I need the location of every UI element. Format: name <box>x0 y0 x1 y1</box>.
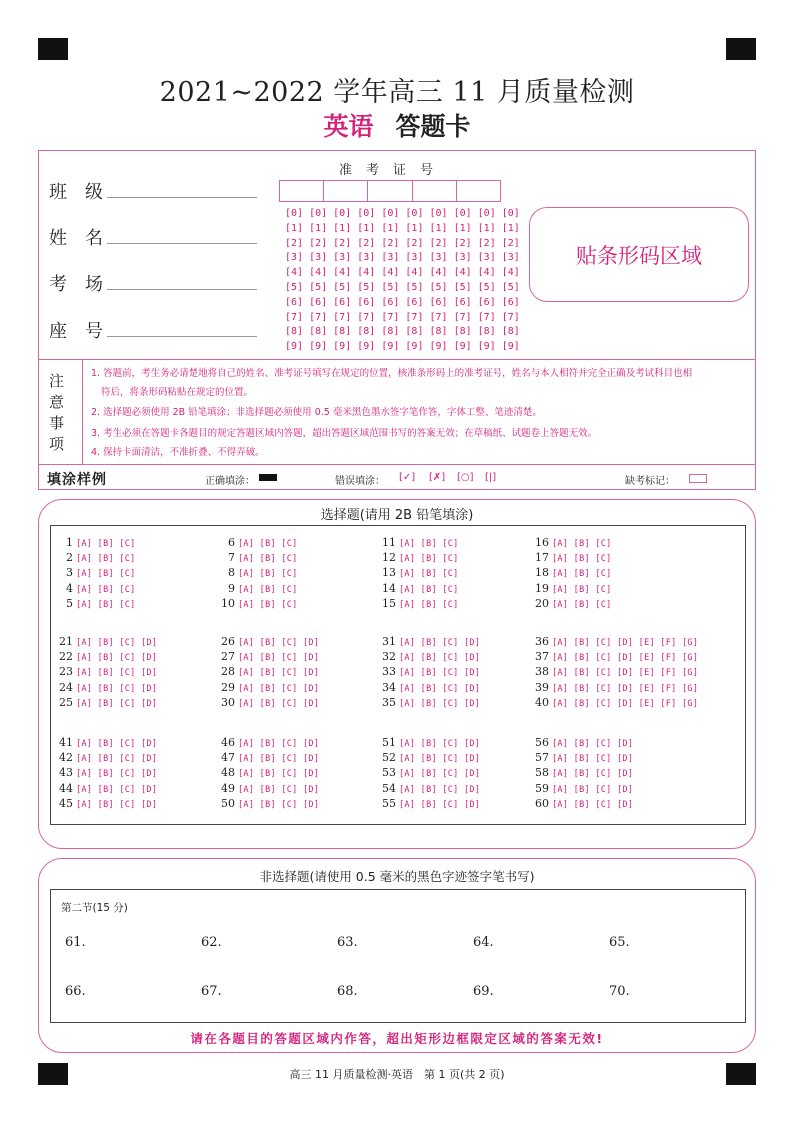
choice-question[interactable] <box>374 550 459 565</box>
question-number: 25 <box>59 695 73 709</box>
field-name-label: 姓名 <box>49 228 121 249</box>
digit-row[interactable]: [0] [0] [0] [0] [0] [0] [0] [0] [0] [0] <box>285 208 520 219</box>
answer-bubbles[interactable]: [A] [B] [C] <box>552 599 612 610</box>
answer-bubbles[interactable]: [A] [B] [C] [D] <box>552 739 634 749</box>
digit-row[interactable]: [3] [3] [3] [3] [3] [3] [3] [3] [3] [3] <box>285 252 520 264</box>
answer-bubbles[interactable]: [A] [B] [C] <box>238 584 298 595</box>
answer-bubbles[interactable]: [A] [B] [C] [D] <box>238 799 320 810</box>
answer-bubbles[interactable]: [A] [B] [C] [D] <box>76 754 158 765</box>
question-number: 21 <box>59 635 73 648</box>
choice-question[interactable] <box>527 649 698 664</box>
question-number: 48 <box>221 766 235 780</box>
choice-question[interactable] <box>51 596 136 611</box>
answer-bubbles[interactable]: [A] [B] [C] <box>76 569 136 580</box>
choice-question[interactable] <box>213 695 319 710</box>
digit-row[interactable]: [9] [9] [9] [9] [9] [9] [9] [9] [9] [9] <box>285 341 520 353</box>
fill-sample-title: 填涂样例 <box>47 472 107 488</box>
answer-bubbles[interactable]: [A] [B] [C] [D] <box>238 638 320 648</box>
question-number: 58 <box>535 766 549 780</box>
question-69: 69. <box>473 984 494 999</box>
choice-question[interactable] <box>374 649 480 664</box>
page-footer: 高三 11 月质量检测·英语 第 1 页(共 2 页) <box>289 1068 505 1081</box>
answer-bubbles[interactable]: [A] [B] [C] [D] <box>76 739 158 749</box>
choice-question[interactable] <box>51 765 157 780</box>
choice-question[interactable] <box>527 735 633 750</box>
question-number: 27 <box>221 650 235 664</box>
question-number: 51 <box>382 736 396 749</box>
choice-question[interactable] <box>374 796 480 811</box>
answer-bubbles[interactable]: [A] [B] [C] [D] <box>76 698 158 709</box>
field-seat-input[interactable] <box>107 335 257 337</box>
answer-bubbles[interactable]: [A] [B] [C] <box>76 554 136 565</box>
digit-row[interactable]: [6] [6] [6] [6] [6] [6] [6] [6] [6] [6] <box>285 296 520 308</box>
answer-bubbles[interactable]: [A] [B] [C] [D] <box>552 769 634 780</box>
correct-fill-label: 正确填涂： <box>205 476 255 487</box>
question-number: 57 <box>535 751 549 765</box>
choice-question[interactable] <box>527 535 612 550</box>
question-number: 15 <box>382 596 396 610</box>
wrong-fill-circle: [○] <box>457 472 474 483</box>
choice-answer-area <box>50 525 746 825</box>
question-66: 66. <box>65 984 86 999</box>
question-number: 31 <box>382 635 396 648</box>
answer-bubbles[interactable]: [A] [B] [C] [D] <box>552 784 634 795</box>
answer-bubbles[interactable]: [A] [B] [C] [D] <box>76 683 158 694</box>
answer-bubbles[interactable]: [A] [B] [C] [D] <box>552 754 634 765</box>
question-number: 35 <box>382 695 396 709</box>
answer-bubbles[interactable]: [A] [B] [C] [D] <box>399 754 481 765</box>
exam-number-boxes[interactable] <box>279 180 501 202</box>
question-number: 46 <box>221 736 235 749</box>
digit-row[interactable]: [2] [2] [2] [2] [2] [2] [2] [2] [2] [2] <box>285 237 520 249</box>
question-number: 47 <box>221 751 235 765</box>
field-room-input[interactable] <box>107 288 257 290</box>
wrong-fill-line: [|] <box>485 472 497 483</box>
choice-question[interactable] <box>374 634 480 649</box>
choice-question[interactable] <box>374 535 459 550</box>
choice-question[interactable] <box>213 765 319 780</box>
answer-bubbles[interactable]: [A] [B] [C] <box>238 539 298 549</box>
choice-question[interactable] <box>527 680 698 695</box>
question-number: 9 <box>228 581 235 595</box>
warning-text: 请在各题目的答题区域内作答，超出矩形边框限定区域的答案无效! <box>190 1031 604 1046</box>
question-number: 44 <box>59 781 73 795</box>
choice-question[interactable] <box>527 581 612 596</box>
choice-question[interactable] <box>51 664 157 679</box>
question-number: 55 <box>382 796 396 810</box>
choice-question[interactable] <box>374 765 480 780</box>
question-number: 23 <box>59 665 73 679</box>
field-name-input[interactable] <box>107 242 257 244</box>
answer-bubbles[interactable]: [A] [B] [C] [D] <box>238 653 320 664</box>
question-number: 42 <box>59 751 73 765</box>
choice-question[interactable] <box>374 695 480 710</box>
barcode-area: 贴条形码区域 <box>529 207 749 302</box>
question-number: 32 <box>382 650 396 664</box>
question-number: 19 <box>535 581 549 595</box>
choice-question[interactable] <box>51 565 136 580</box>
question-number: 50 <box>221 796 235 810</box>
notes-heading: 注意事项 <box>49 372 65 453</box>
choice-question[interactable] <box>51 750 157 765</box>
choice-question[interactable] <box>51 781 157 796</box>
question-number: 34 <box>382 680 396 694</box>
question-70: 70. <box>609 984 630 999</box>
section-label: 第二节(15 分) <box>61 902 128 914</box>
answer-bubbles[interactable]: [A] [B] [C] [D] <box>76 784 158 795</box>
fill-sample-row <box>39 465 755 489</box>
question-64: 64. <box>473 935 494 950</box>
choice-question[interactable] <box>51 634 157 649</box>
answer-bubbles[interactable]: [A] [B] [C] <box>552 584 612 595</box>
choice-question[interactable] <box>51 680 157 695</box>
answer-bubbles[interactable]: [A] [B] [C] [D] [E] [F] [G] <box>552 638 699 648</box>
note-item: 4. 保持卡面清洁，不准折叠、不得弄破。 <box>91 447 265 458</box>
question-62: 62. <box>201 935 222 950</box>
question-number: 28 <box>221 665 235 679</box>
choice-question[interactable] <box>213 750 319 765</box>
digit-row[interactable]: [5] [5] [5] [5] [5] [5] [5] [5] [5] [5] <box>285 282 520 293</box>
choice-question[interactable] <box>51 581 136 596</box>
question-number: 30 <box>221 695 235 709</box>
choice-question[interactable] <box>213 550 298 565</box>
answer-bubbles[interactable]: [A] [B] [C] [D] <box>399 668 481 679</box>
choice-question[interactable] <box>527 596 612 611</box>
field-class-input[interactable] <box>107 196 257 198</box>
question-number: 53 <box>382 766 396 780</box>
question-number: 1 <box>66 536 73 549</box>
question-number: 18 <box>535 566 549 580</box>
question-67: 67. <box>201 984 222 999</box>
question-number: 38 <box>535 665 549 679</box>
choice-question[interactable] <box>213 649 319 664</box>
absent-mark-label: 缺考标记： <box>625 476 675 487</box>
question-number: 29 <box>221 680 235 694</box>
choice-question[interactable] <box>527 664 698 679</box>
choice-question[interactable] <box>213 565 298 580</box>
question-number: 11 <box>382 536 396 549</box>
digit-row[interactable]: [8] [8] [8] [8] [8] [8] [8] [8] [8] [8] <box>285 326 520 338</box>
free-response-section <box>38 858 756 1053</box>
choice-question[interactable] <box>213 596 298 611</box>
choice-question[interactable] <box>527 695 698 710</box>
answer-bubbles[interactable]: [A] [B] [C] <box>76 599 136 610</box>
field-room-label: 考场 <box>49 274 121 295</box>
answer-bubbles[interactable]: [A] [B] [C] <box>552 539 612 549</box>
question-number: 20 <box>535 596 549 610</box>
question-number: 59 <box>535 781 549 795</box>
answer-bubbles[interactable]: [A] [B] [C] [D] <box>238 683 320 694</box>
question-number: 43 <box>59 766 73 780</box>
free-response-area[interactable] <box>50 889 746 1023</box>
choice-question[interactable] <box>51 735 157 750</box>
wrong-fill-cross: [✗] <box>429 472 446 483</box>
card-label: 答题卡 <box>395 112 471 141</box>
answer-bubbles[interactable]: [A] [B] [C] <box>238 554 298 565</box>
choice-question[interactable] <box>213 581 298 596</box>
answer-bubbles[interactable]: [A] [B] [C] [D] <box>399 698 481 709</box>
answer-bubbles[interactable]: [A] [B] [C] <box>552 554 612 565</box>
choice-question[interactable] <box>527 796 633 811</box>
question-number: 37 <box>535 650 549 664</box>
answer-bubbles[interactable]: [A] [B] [C] [D] [E] [F] [G] <box>552 668 699 679</box>
question-number: 26 <box>221 635 235 648</box>
choice-question[interactable] <box>213 664 319 679</box>
question-65: 65. <box>609 935 630 950</box>
choice-question[interactable] <box>527 750 633 765</box>
answer-bubbles[interactable]: [A] [B] [C] <box>399 569 459 580</box>
answer-bubbles[interactable]: [A] [B] [C] <box>552 569 612 580</box>
choice-question[interactable] <box>51 796 157 811</box>
info-section <box>38 150 756 490</box>
question-number: 45 <box>59 796 73 810</box>
choice-question[interactable] <box>51 550 136 565</box>
answer-bubbles[interactable]: [A] [B] [C] <box>399 599 459 610</box>
question-number: 54 <box>382 781 396 795</box>
answer-bubbles[interactable]: [A] [B] [C] <box>238 569 298 580</box>
answer-bubbles[interactable]: [A] [B] [C] <box>399 554 459 565</box>
question-number: 24 <box>59 680 73 694</box>
note-item: 3. 考生必须在答题卡各题目的规定答题区域内答题，超出答题区域范围书写的答案无效；在草稿纸、试题卷上答题无效。 <box>91 428 598 439</box>
question-number: 12 <box>382 551 396 565</box>
field-seat-label: 座号 <box>49 321 121 342</box>
answer-bubbles[interactable]: [A] [B] [C] [D] [E] [F] [G] <box>552 698 699 709</box>
question-number: 17 <box>535 551 549 565</box>
answer-bubbles[interactable]: [A] [B] [C] [D] <box>76 653 158 664</box>
choice-question[interactable] <box>374 781 480 796</box>
answer-bubbles[interactable]: [A] [B] [C] [D] <box>76 799 158 810</box>
question-number: 6 <box>228 536 235 549</box>
choice-question[interactable] <box>527 634 698 649</box>
choice-question[interactable] <box>213 781 319 796</box>
choice-question[interactable] <box>374 581 459 596</box>
answer-bubbles[interactable]: [A] [B] [C] <box>399 584 459 595</box>
choice-question[interactable] <box>51 695 157 710</box>
answer-bubbles[interactable]: [A] [B] [C] <box>76 584 136 595</box>
question-number: 5 <box>66 596 73 610</box>
answer-bubbles[interactable]: [A] [B] [C] <box>399 539 459 549</box>
exam-number-title: 准考证号 <box>339 163 448 178</box>
choice-question[interactable] <box>527 765 633 780</box>
wrong-fill-label: 错误填涂： <box>335 476 385 487</box>
question-63: 63. <box>337 935 358 950</box>
note-item: 1. 答题前，考生务必请楚地将自己的姓名、准考证号填写在规定的位置，核准条形码上的准考证号，姓名与本人相符并完全正确及考试科目也相 <box>91 368 693 379</box>
choice-question[interactable] <box>374 735 480 750</box>
question-68: 68. <box>337 984 358 999</box>
question-number: 49 <box>221 781 235 795</box>
choice-title: 选择题(请用 2B 铅笔填涂) <box>320 508 474 523</box>
note-item: 2. 选择题必须使用 2B 铅笔填涂；非选择题必须使用 0.5 毫米黑色墨水签字笔作答，字体工整、笔迹清楚。 <box>91 407 542 418</box>
registration-mark <box>38 38 68 60</box>
question-number: 3 <box>66 566 73 580</box>
choice-question[interactable] <box>213 535 298 550</box>
answer-bubbles[interactable]: [A] [B] [C] [D] <box>552 799 634 810</box>
answer-bubbles[interactable]: [A] [B] [C] [D] <box>399 769 481 780</box>
question-number: 40 <box>535 695 549 709</box>
answer-bubbles[interactable]: [A] [B] [C] [D] <box>399 638 481 648</box>
question-number: 39 <box>535 680 549 694</box>
answer-bubbles[interactable]: [A] [B] [C] [D] <box>238 754 320 765</box>
answer-bubbles[interactable]: [A] [B] [C] [D] <box>76 668 158 679</box>
correct-fill-example <box>259 474 277 481</box>
choice-question[interactable] <box>374 664 480 679</box>
page-subtitle <box>0 107 794 143</box>
field-class-label: 班级 <box>49 182 121 203</box>
answer-bubbles[interactable]: [A] [B] [C] <box>238 599 298 610</box>
answer-bubbles[interactable]: [A] [B] [C] [D] [E] [F] [G] <box>552 653 699 664</box>
subject-label: 英语 <box>323 112 374 141</box>
answer-bubbles[interactable]: [A] [B] [C] [D] <box>399 683 481 694</box>
digit-row[interactable]: [1] [1] [1] [1] [1] [1] [1] [1] [1] [1] <box>285 222 520 234</box>
wrong-fill-check: [✓] <box>399 472 416 483</box>
choice-question[interactable] <box>527 550 612 565</box>
choice-question[interactable] <box>213 796 319 811</box>
choice-question[interactable] <box>374 565 459 580</box>
question-number: 14 <box>382 581 396 595</box>
answer-bubbles[interactable]: [A] [B] [C] [D] <box>238 784 320 795</box>
choice-question[interactable] <box>527 565 612 580</box>
choice-question[interactable] <box>374 750 480 765</box>
answer-bubbles[interactable]: [A] [B] [C] [D] <box>399 799 481 810</box>
answer-bubbles[interactable]: [A] [B] [C] [D] [E] [F] [G] <box>552 683 699 694</box>
question-number: 52 <box>382 751 396 765</box>
answer-bubbles[interactable]: [A] [B] [C] [D] <box>76 769 158 780</box>
question-number: 33 <box>382 665 396 679</box>
question-number: 22 <box>59 650 73 664</box>
answer-bubbles[interactable]: [A] [B] [C] [D] <box>399 653 481 664</box>
choice-question[interactable] <box>213 680 319 695</box>
answer-bubbles[interactable]: [A] [B] [C] [D] <box>399 739 481 749</box>
answer-bubbles[interactable]: [A] [B] [C] [D] <box>238 698 320 709</box>
choice-question[interactable] <box>374 596 459 611</box>
choice-question[interactable] <box>51 535 136 550</box>
answer-bubbles[interactable]: [A] [B] [C] <box>76 539 136 549</box>
choice-section <box>38 499 756 849</box>
answer-bubbles[interactable]: [A] [B] [C] [D] <box>238 769 320 780</box>
registration-mark <box>726 38 756 60</box>
question-number: 2 <box>66 551 73 565</box>
question-number: 4 <box>66 581 73 595</box>
choice-question[interactable] <box>51 649 157 664</box>
choice-question[interactable] <box>374 680 480 695</box>
answer-bubbles[interactable]: [A] [B] [C] [D] <box>238 668 320 679</box>
choice-question[interactable] <box>213 735 319 750</box>
page-title: 2021~2022 学年高三 11 月质量检测 <box>159 77 635 108</box>
choice-question[interactable] <box>213 634 319 649</box>
question-number: 60 <box>535 796 549 810</box>
question-number: 36 <box>535 635 549 648</box>
question-number: 41 <box>59 736 73 749</box>
question-number: 13 <box>382 566 396 580</box>
answer-bubbles[interactable]: [A] [B] [C] [D] <box>76 638 158 648</box>
answer-bubbles[interactable]: [A] [B] [C] [D] <box>399 784 481 795</box>
question-number: 7 <box>228 551 235 565</box>
free-response-title: 非选择题(请使用 0.5 毫米的黑色字迹签字笔书写) <box>259 869 535 884</box>
question-number: 8 <box>228 566 235 580</box>
note-item: 符后，将条形码粘贴在规定的位置。 <box>101 387 254 398</box>
choice-question[interactable] <box>527 781 633 796</box>
question-number: 56 <box>535 736 549 749</box>
digit-row[interactable]: [4] [4] [4] [4] [4] [4] [4] [4] [4] [4] <box>285 267 520 279</box>
question-61: 61. <box>65 935 86 950</box>
question-number: 10 <box>221 596 235 610</box>
digit-row[interactable]: [7] [7] [7] [7] [7] [7] [7] [7] [7] [7] <box>285 311 520 323</box>
question-number: 16 <box>535 536 549 549</box>
answer-bubbles[interactable]: [A] [B] [C] [D] <box>238 739 320 749</box>
absent-mark-box[interactable] <box>689 474 707 483</box>
